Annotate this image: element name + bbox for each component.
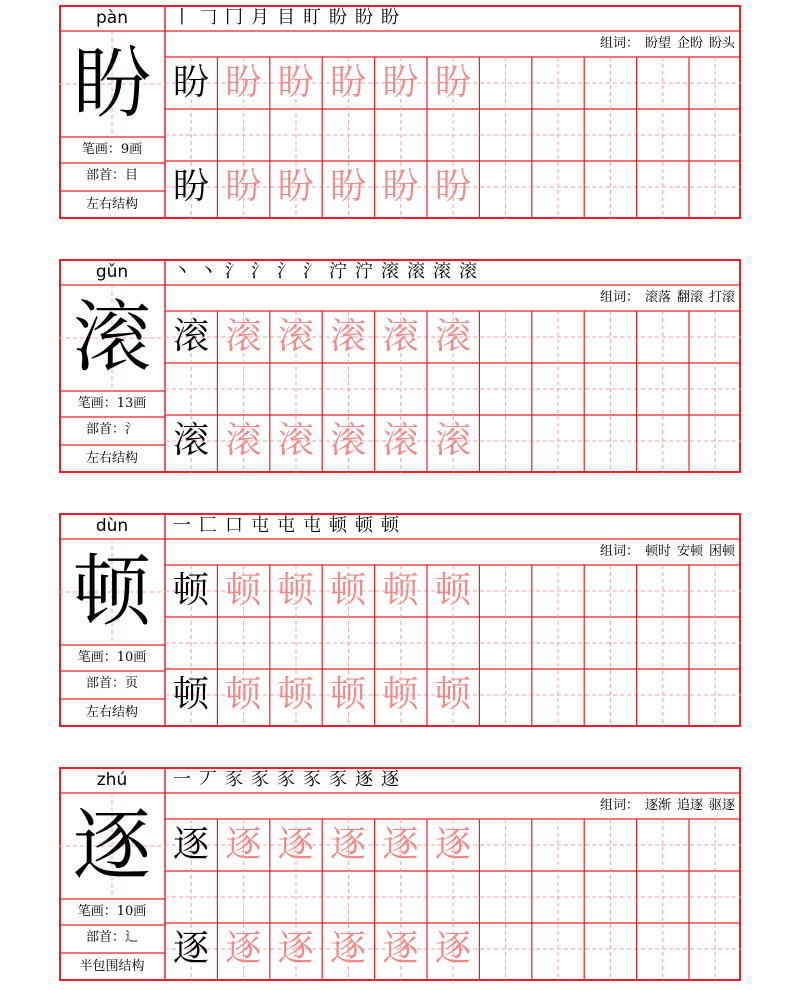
vocab-word: 困顿 [708, 544, 735, 559]
practice-trace-character[interactable]: 顿 [382, 674, 419, 715]
stroke-step: 顿 [355, 515, 373, 536]
practice-model-character: 滚 [172, 316, 209, 357]
practice-trace-character[interactable]: 滚 [382, 316, 419, 357]
vocab-word: 翻滚 [676, 290, 703, 305]
stroke-step: 一 [173, 515, 191, 536]
stroke-step: 氵 [277, 261, 295, 282]
character-card [59, 259, 741, 473]
stroke-order [169, 5, 403, 31]
vocab-word: 企盼 [676, 36, 703, 51]
stroke-step: 盼 [355, 7, 373, 28]
practice-trace-character[interactable]: 顿 [225, 570, 262, 611]
stroke-step: 逐 [381, 769, 399, 790]
radical: 部首：氵 [85, 422, 138, 437]
stroke-count: 笔画：10画 [77, 904, 147, 919]
practice-trace-character[interactable]: 盼 [330, 62, 367, 103]
stroke-step: 氵 [303, 261, 321, 282]
practice-trace-character[interactable]: 逐 [225, 824, 262, 865]
stroke-step: 豕 [277, 769, 295, 790]
practice-trace-character[interactable]: 盼 [382, 62, 419, 103]
stroke-count: 笔画：13画 [77, 396, 147, 411]
practice-trace-character[interactable]: 顿 [277, 674, 314, 715]
vocab-word: 盼头 [708, 36, 735, 51]
stroke-count: 笔画：9画 [81, 142, 143, 157]
radical: 部首：目 [85, 168, 138, 183]
practice-trace-character[interactable]: 滚 [330, 316, 367, 357]
practice-trace-character[interactable]: 滚 [434, 316, 471, 357]
practice-trace-character[interactable]: 逐 [434, 824, 471, 865]
vocab-word: 逐渐 [644, 798, 671, 813]
stroke-step: 丶 [199, 261, 217, 282]
practice-trace-character[interactable]: 逐 [330, 928, 367, 969]
structure: 左右结构 [85, 451, 138, 466]
pinyin: zhú [96, 770, 128, 790]
practice-trace-character[interactable]: 顿 [330, 570, 367, 611]
stroke-step: 屯 [303, 515, 321, 536]
practice-trace-character[interactable]: 顿 [382, 570, 419, 611]
practice-trace-character[interactable]: 盼 [382, 166, 419, 207]
model-character: 顿 [72, 547, 151, 637]
structure: 半包围结构 [79, 959, 145, 974]
model-character: 滚 [72, 293, 151, 383]
stroke-step: 盯 [303, 7, 321, 28]
stroke-step: 月 [251, 7, 269, 28]
practice-model-character: 盼 [172, 166, 209, 207]
vocab-word: 追逐 [676, 798, 703, 813]
structure: 左右结构 [85, 197, 138, 212]
practice-trace-character[interactable]: 滚 [225, 420, 262, 461]
stroke-step: 滚 [381, 261, 399, 282]
practice-trace-character[interactable]: 逐 [277, 824, 314, 865]
stroke-order [169, 259, 481, 285]
vocabulary [600, 33, 735, 55]
practice-trace-character[interactable]: 盼 [225, 166, 262, 207]
stroke-step: 目 [277, 7, 295, 28]
practice-trace-character[interactable]: 逐 [330, 824, 367, 865]
vocab-word: 盼望 [644, 36, 671, 51]
stroke-step: 滚 [459, 261, 477, 282]
pinyin: dùn [95, 516, 129, 536]
character-card [59, 767, 741, 981]
character-card [59, 5, 741, 219]
stroke-step: 泞 [355, 261, 373, 282]
stroke-count: 笔画：10画 [77, 650, 147, 665]
stroke-step: 盼 [329, 7, 347, 28]
vocab-label: 组词： [599, 290, 639, 305]
stroke-step: 顿 [329, 515, 347, 536]
stroke-step: 匚 [199, 515, 217, 536]
stroke-order [169, 767, 403, 793]
practice-model-character: 顿 [172, 674, 209, 715]
practice-model-character: 顿 [172, 570, 209, 611]
vocab-word: 顿时 [644, 544, 671, 559]
practice-trace-character[interactable]: 逐 [225, 928, 262, 969]
practice-trace-character[interactable]: 滚 [434, 420, 471, 461]
radical: 部首：页 [85, 676, 138, 691]
vocabulary [600, 287, 735, 309]
practice-trace-character[interactable]: 盼 [225, 62, 262, 103]
practice-trace-character[interactable]: 盼 [434, 166, 471, 207]
practice-trace-character[interactable]: 滚 [277, 420, 314, 461]
practice-trace-character[interactable]: 逐 [434, 928, 471, 969]
stroke-step: 豕 [225, 769, 243, 790]
model-character: 盼 [72, 39, 151, 129]
practice-trace-character[interactable]: 逐 [277, 928, 314, 969]
practice-trace-character[interactable]: 盼 [277, 166, 314, 207]
practice-trace-character[interactable]: 滚 [382, 420, 419, 461]
practice-trace-character[interactable]: 顿 [434, 674, 471, 715]
vocab-label: 组词： [599, 36, 639, 51]
practice-trace-character[interactable]: 滚 [225, 316, 262, 357]
vocabulary [600, 541, 735, 563]
character-card [59, 513, 741, 727]
practice-trace-character[interactable]: 盼 [434, 62, 471, 103]
stroke-step: 一 [173, 769, 191, 790]
radical: 部首：辶 [85, 930, 138, 945]
stroke-step: 豕 [329, 769, 347, 790]
stroke-step: 滚 [433, 261, 451, 282]
stroke-step: 丨 [173, 7, 191, 28]
pinyin: gǔn [95, 262, 129, 282]
practice-trace-character[interactable]: 逐 [382, 928, 419, 969]
vocab-label: 组词： [599, 544, 639, 559]
vocab-label: 组词： [599, 798, 639, 813]
stroke-step: 丆 [199, 769, 217, 790]
practice-trace-character[interactable]: 滚 [330, 420, 367, 461]
structure: 左右结构 [85, 705, 138, 720]
practice-trace-character[interactable]: 盼 [277, 62, 314, 103]
practice-trace-character[interactable]: 逐 [382, 824, 419, 865]
practice-model-character: 滚 [172, 420, 209, 461]
stroke-step: 口 [225, 515, 243, 536]
stroke-step: 豕 [303, 769, 321, 790]
practice-trace-character[interactable]: 顿 [330, 674, 367, 715]
stroke-step: 泞 [329, 261, 347, 282]
stroke-step: 屯 [251, 515, 269, 536]
stroke-step: 滚 [407, 261, 425, 282]
stroke-order [169, 513, 403, 539]
practice-trace-character[interactable]: 顿 [434, 570, 471, 611]
stroke-step: 逐 [355, 769, 373, 790]
vocab-word: 驱逐 [708, 798, 735, 813]
practice-trace-character[interactable]: 顿 [225, 674, 262, 715]
vocab-word: 安顿 [676, 544, 703, 559]
stroke-step: 屯 [277, 515, 295, 536]
model-character: 逐 [72, 801, 151, 891]
practice-trace-character[interactable]: 顿 [277, 570, 314, 611]
stroke-step: 顿 [381, 515, 399, 536]
stroke-step: 氵 [225, 261, 243, 282]
practice-model-character: 逐 [172, 928, 209, 969]
vocab-word: 打滚 [708, 290, 735, 305]
practice-model-character: 逐 [172, 824, 209, 865]
stroke-step: 豕 [251, 769, 269, 790]
stroke-step: 丶 [173, 261, 191, 282]
stroke-step: 氵 [251, 261, 269, 282]
practice-trace-character[interactable]: 盼 [330, 166, 367, 207]
vocab-word: 滚落 [644, 290, 671, 305]
vocabulary [600, 795, 735, 817]
practice-trace-character[interactable]: 滚 [277, 316, 314, 357]
stroke-step: 冂 [225, 7, 243, 28]
stroke-step: 𠃌 [199, 7, 217, 28]
pinyin: pàn [96, 8, 128, 28]
stroke-step: 盼 [381, 7, 399, 28]
practice-model-character: 盼 [172, 62, 209, 103]
